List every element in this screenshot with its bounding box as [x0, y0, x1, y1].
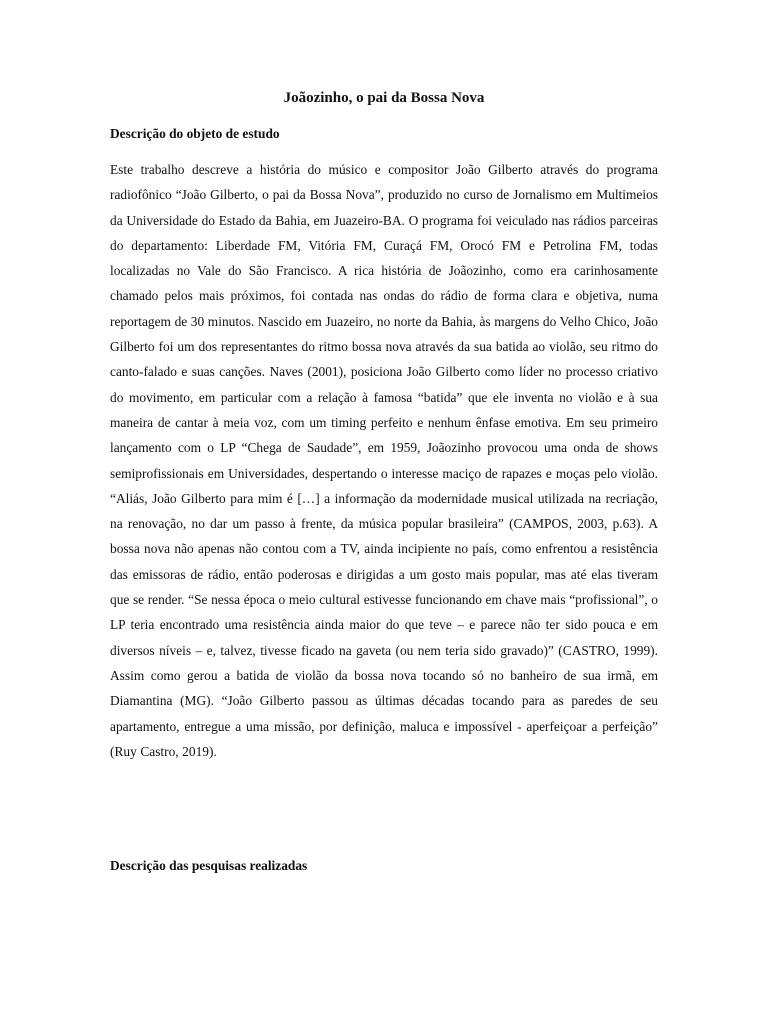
section-body-paragraph: Este trabalho descreve a história do músico e compositor João Gilberto através do programa radiofônico “João Gilberto, o pai da Bossa Nova”, produzido no curso de Jornalismo em Multimeios da Universidade do Estado da Bahia, em Juazeiro-BA. O programa foi veiculado nas rádios parceiras do departamento: Liberdade FM, Vitória FM, Curaçá FM, Orocó FM e Petrolina FM, todas localizadas no Vale do São Francisco. A rica história de Joãozinho, como era carinhosamente chamado pelos mais próximos, foi contada nas ondas do rádio de forma clara e objetiva, numa reportagem de 30 minutos. Nascido em Juazeiro, no norte da Bahia, às margens do Velho Chico, João Gilberto foi um dos representantes do ritmo bossa nova através da sua batida ao violão, seu ritmo do canto-falado e suas canções. Naves (2001), posiciona João Gilberto como líder no processo criativo do movimento, em particular com a relação à famosa “batida” que ele inventa no violão e à sua maneira de cantar à meia voz, com um timing perfeito e nenhum ênfase emotiva. Em seu primeiro lançamento com o LP “Chega de Saudade”, em 1959, Joãozinho provocou uma onda de shows semiprofissionais em Universidades, despertando o interesse maciço de rapazes e moças pelo violão. “Aliás, João Gilberto para mim é […] a informação da modernidade musical utilizada na recriação, na renovação, no dar um passo à frente, da música popular brasileira” (CAMPOS, 2003, p.63). A bossa nova não apenas não contou com a TV, ainda incipiente no país, como enfrentou a resistência das emissoras de rádio, então poderosas e dirigidas a um gosto mais popular, mas até elas tiveram que se render. “Se nessa época o meio cultural estivesse funcionando em chave mais “profissional”, o LP teria encontrado uma resistência ainda maior do que teve – e parece não ter sido pouca e em diversos níveis – e, talvez, tivesse ficado na gaveta (ou nem teria sido gravado)” (CASTRO, 1999). Assim como gerou a batida de violão da bossa nova tocando só no banheiro de sua irmã, em Diamantina (MG). “João Gilberto passou as últimas décadas tocando para as paredes de seu apartamento, entregue a uma missão, por definição, maluca e impossível - aperfeiçoar a perfeição” (Ruy Castro, 2019). [110, 162, 658, 759]
document-title: Joãozinho, o pai da Bossa Nova [283, 90, 485, 106]
section-heading-research: Descrição das pesquisas realizadas [110, 858, 308, 873]
section-heading-object-of-study: Descrição do objeto de estudo [110, 126, 280, 141]
